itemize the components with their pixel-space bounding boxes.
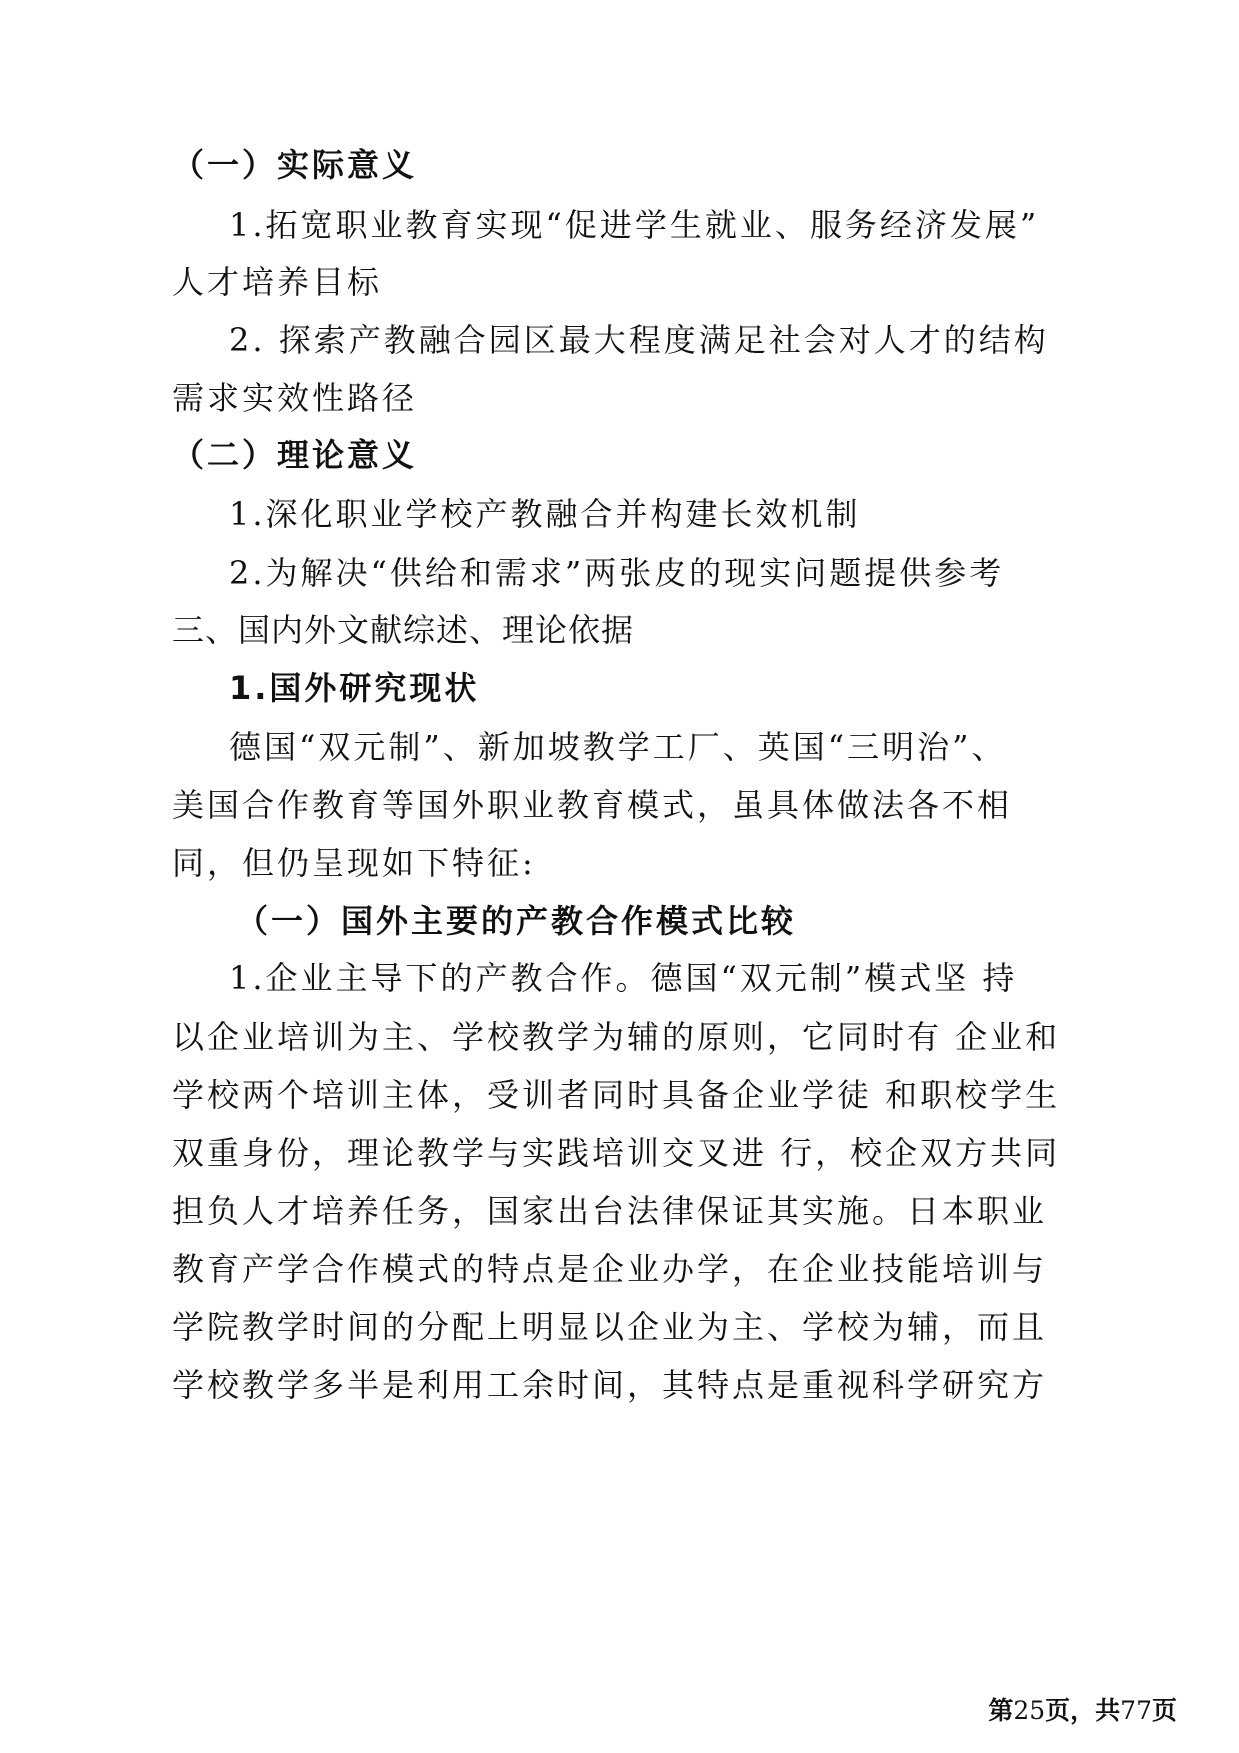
item-1-1-line-1: 1.拓宽职业教育实现“促进学生就业、服务经济发展” — [229, 206, 1040, 244]
item-2-2: 2.为解决“供给和需求”两张皮的现实问题提供参考 — [229, 554, 1005, 592]
body-line-5: 担负人才培养任务，国家出台法律保证其实施。日本职业 — [172, 1192, 1048, 1230]
item-1-1-line-2: 人才培养目标 — [172, 263, 383, 301]
intro-line-1: 德国“双元制”、新加坡教学工厂、英国“三明治”、 — [229, 728, 1007, 766]
heading-theoretical-significance: （二）理论意义 — [172, 436, 418, 474]
total-page-count: 77 — [1120, 1696, 1152, 1725]
current-page-number: 25 — [1013, 1696, 1046, 1725]
body-line-6: 教育产学合作模式的特点是企业办学，在企业技能培训与 — [172, 1250, 1048, 1288]
body-line-4: 双重身份，理论教学与实践培训交叉进 行，校企双方共同 — [172, 1134, 1061, 1172]
intro-line-2: 美国合作教育等国外职业教育模式，虽具体做法各不相 — [172, 786, 1013, 824]
subsection-foreign-research: 1.国外研究现状 — [229, 669, 480, 707]
intro-line-3: 同，但仍呈现如下特征: — [172, 844, 536, 882]
subheading-model-comparison: （一）国外主要的产教合作模式比较 — [236, 902, 797, 940]
body-line-7: 学院教学时间的分配上明显以企业为主、学校为辅，而且 — [172, 1308, 1048, 1346]
item-1-2-line-1: 2. 探索产教融合园区最大程度满足社会对人才的结构 — [229, 321, 1049, 359]
body-line-3: 学校两个培训主体，受训者同时具备企业学徒 和职校学生 — [172, 1076, 1061, 1114]
heading-practical-significance: （一）实际意义 — [172, 146, 418, 184]
body-line-1: 1.企业主导下的产教合作。德国“双元制”模式坚 持 — [229, 959, 1018, 997]
body-line-2: 以企业培训为主、学校教学为辅的原则，它同时有 企业和 — [172, 1018, 1061, 1056]
body-line-8: 学校教学多半是利用工余时间，其特点是重视科学研究方 — [172, 1366, 1048, 1404]
section-3-title: 三、国内外文献综述、理论依据 — [172, 611, 635, 649]
footer-suffix: 页 — [1151, 1696, 1177, 1725]
item-1-2-line-2: 需求实效性路径 — [172, 379, 418, 417]
footer-mid: 页，共 — [1045, 1696, 1121, 1725]
item-2-1: 1.深化职业学校产教融合并构建长效机制 — [229, 495, 861, 533]
footer-prefix: 第 — [988, 1696, 1014, 1725]
page-footer — [988, 1696, 1177, 1726]
